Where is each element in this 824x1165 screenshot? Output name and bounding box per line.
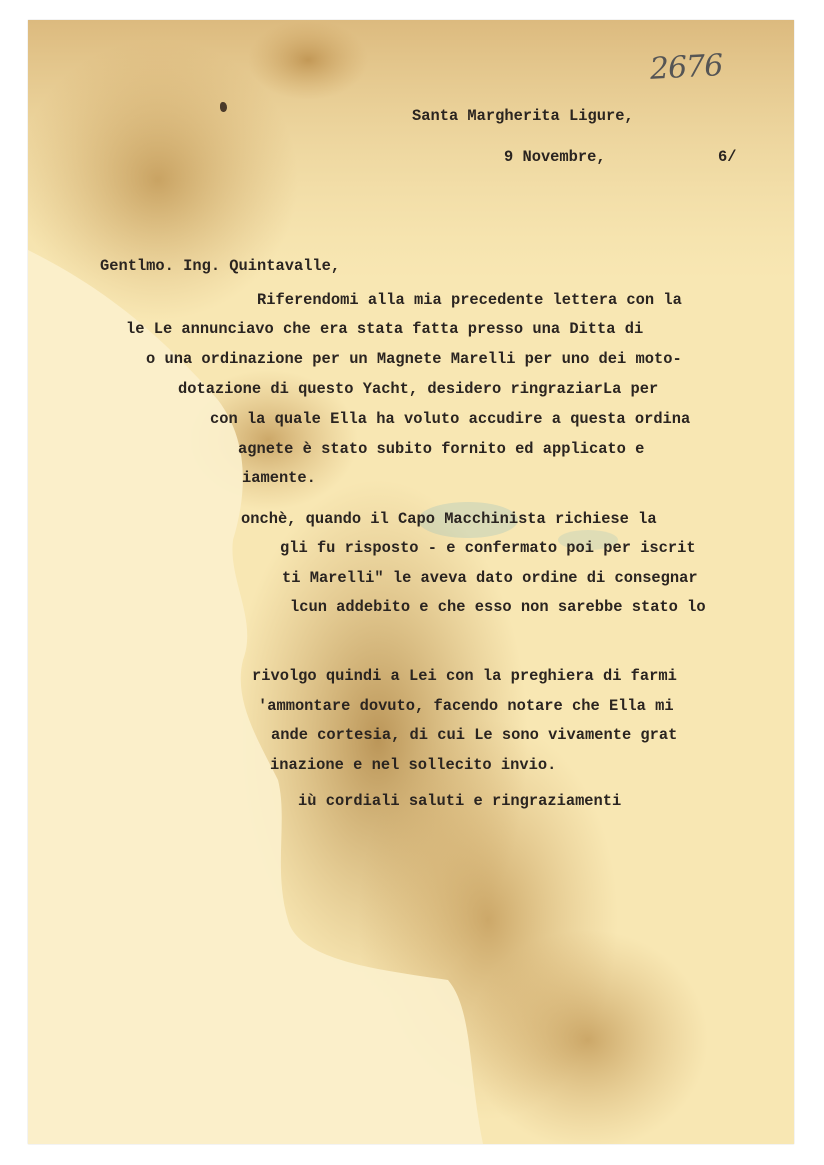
- body-line-3: o una ordinazione per un Magnete Marelli per uno dei moto-: [146, 350, 682, 368]
- letter-salutation: Gentlmo. Ing. Quintavalle,: [100, 257, 341, 275]
- body-line-11: lcun addebito e che esso non sarebbe stato lo: [290, 598, 706, 616]
- body-line-15: inazione e nel sollecito invio.: [270, 756, 557, 774]
- letter-place: Santa Margherita Ligure,: [412, 107, 634, 125]
- body-line-2: le Le annunciavo che era stata fatta presso una Ditta di: [126, 320, 644, 338]
- letter-date-suffix: 6/: [718, 148, 737, 166]
- body-line-12: rivolgo quindi a Lei con la preghiera di farmi: [252, 667, 677, 685]
- letter-sheet: [28, 20, 794, 1144]
- archive-number: 2676: [649, 48, 724, 87]
- body-line-10: ti Marelli" le aveva dato ordine di consegnar: [282, 569, 698, 587]
- letter-date: 9 Novembre,: [504, 148, 606, 166]
- body-line-14: ande cortesia, di cui Le sono vivamente grat: [271, 726, 678, 744]
- body-line-13: 'ammontare dovuto, facendo notare che Ella mi: [258, 697, 674, 715]
- body-line-4: dotazione di questo Yacht, desidero ringraziarLa per: [178, 380, 659, 398]
- body-line-5: con la quale Ella ha voluto accudire a questa ordina: [210, 410, 691, 428]
- body-line-16: iù cordiali saluti e ringraziamenti: [298, 792, 622, 810]
- ink-spot: [220, 102, 227, 112]
- body-line-7: iamente.: [242, 469, 316, 487]
- body-line-8: onchè, quando il Capo Macchinista richiese la: [241, 510, 657, 528]
- body-line-9: gli fu risposto - e confermato poi per iscrit: [280, 539, 696, 557]
- body-line-6: agnete è stato subito fornito ed applicato e: [238, 440, 645, 458]
- body-line-1: Riferendomi alla mia precedente lettera con la: [257, 291, 682, 309]
